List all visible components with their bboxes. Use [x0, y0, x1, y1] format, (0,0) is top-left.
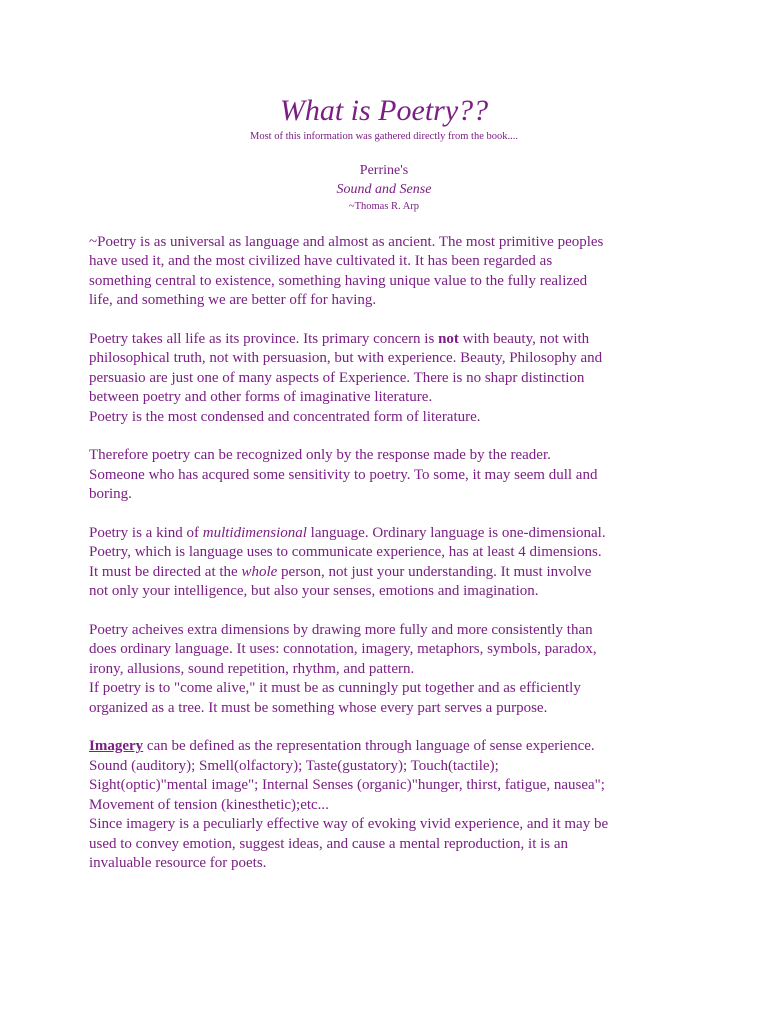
body-text	[89, 233, 689, 893]
text-segment: It must be directed at the	[89, 563, 242, 580]
paragraph-imagery	[89, 737, 689, 873]
text-line: Poetry acheives extra dimensions by drawing more fully and more consistently than	[89, 622, 593, 639]
text-line: life, and something we are better off for having.	[89, 292, 377, 309]
paragraph-dimensions	[89, 621, 689, 718]
text-segment: Poetry is a kind of	[89, 525, 203, 542]
emphasis-whole: whole	[241, 563, 278, 580]
text-line: If poetry is to "come alive," it must be as cunningly put together and as efficiently	[89, 680, 581, 697]
paragraph-province	[89, 330, 689, 427]
text-line: Sight(optic)"mental image"; Internal Senses (organic)"hunger, thirst, fatigue, nausea";	[89, 777, 605, 794]
text-line: have used it, and the most civilized have cultivated it. It has been regarded as	[89, 253, 553, 270]
text-line: Poetry is the most condensed and concentrated form of literature.	[89, 408, 481, 425]
text-segment: can be defined as the representation through language of sense experience.	[143, 738, 595, 755]
text-line: persuasio are just one of many aspects of Experience. There is no shapr distinction	[89, 369, 585, 386]
text-line: organized as a tree. It must be something whose every part serves a purpose.	[89, 699, 548, 716]
text-line: irony, allusions, sound repetition, rhythm, and pattern.	[89, 660, 415, 677]
text-line: does ordinary language. It uses: connotation, imagery, metaphors, symbols, paradox,	[89, 641, 597, 658]
text-line: used to convey emotion, suggest ideas, and cause a mental reproduction, it is an	[89, 835, 569, 852]
text-segment: with beauty, not with	[458, 331, 590, 348]
text-line	[89, 737, 689, 756]
text-segment: Poetry takes all life as its province. Its primary concern is	[89, 331, 439, 348]
text-line: Therefore poetry can be recognized only by the response made by the reader.	[89, 447, 551, 464]
paragraph-universal	[89, 233, 689, 311]
text-line	[89, 524, 689, 543]
emphasis-not: not	[438, 331, 459, 348]
text-line: Someone who has acqured some sensitivity to poetry. To some, it may seem dull and	[89, 466, 598, 483]
text-segment: language. Ordinary language is one-dimensional.	[306, 525, 606, 542]
text-line: something central to existence, something having unique value to the fully realized	[89, 272, 588, 289]
source-editor: ~Thomas R. Arp	[348, 201, 420, 212]
text-line: Poetry, which is language uses to communicate experience, has at least 4 dimensions.	[89, 544, 602, 561]
text-line: boring.	[89, 486, 132, 503]
text-line	[89, 563, 689, 582]
text-line: Since imagery is a peculiarly effective way of evoking vivid experience, and it may be	[89, 816, 609, 833]
paragraph-multidimensional	[89, 524, 689, 602]
emphasis-multidimensional: multidimensional	[202, 525, 307, 542]
text-line: Movement of tension (kinesthetic);etc...	[89, 796, 329, 813]
page-title: What is Poetry??	[279, 94, 489, 127]
text-line: not only your intelligence, but also your senses, emotions and imagination.	[89, 583, 539, 600]
text-line: between poetry and other forms of imaginative literature.	[89, 389, 433, 406]
imagery-term: Imagery	[89, 738, 144, 755]
paragraph-response	[89, 446, 689, 504]
text-line: ~Poetry is as universal as language and almost as ancient. The most primitive peoples	[89, 234, 604, 250]
text-line: philosophical truth, not with persuasion, but with experience. Beauty, Philosophy and	[89, 350, 603, 367]
text-line: Sound (auditory); Smell(olfactory); Taste(gustatory); Touch(tactile);	[89, 757, 499, 774]
page-subtitle: Most of this information was gathered directly from the book....	[250, 131, 518, 142]
text-line	[89, 330, 689, 349]
text-segment: person, not just your understanding. It must involve	[277, 563, 592, 580]
text-line: invaluable resource for poets.	[89, 854, 267, 871]
source-author: Perrine's	[359, 163, 409, 178]
source-book-title: Sound and Sense	[336, 182, 432, 197]
